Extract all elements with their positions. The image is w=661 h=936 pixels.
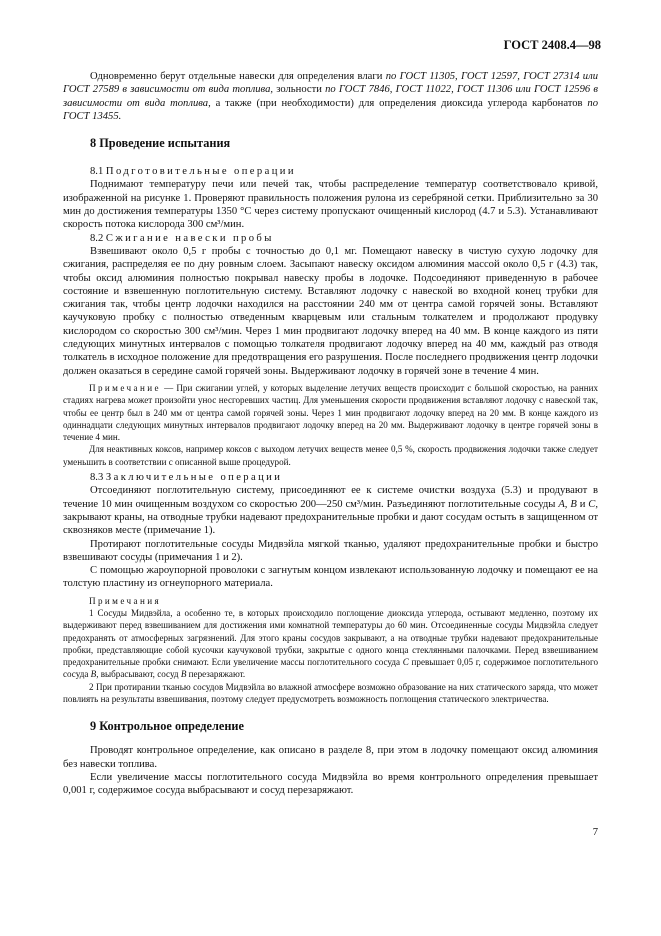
section-9-paragraph-1: Проводят контрольное определение, как описано в разделе 8, при этом в лодочку помещают оксид алюминия без навески топлива. — [63, 745, 598, 770]
section-9-heading: 9 Контрольное определение — [90, 719, 244, 734]
note-item-1-text-b: превышает 0,05 г, содержимое поглотительного сосуда — [63, 657, 598, 680]
subsection-8-3-paragraph-2: Протирают поглотительные сосуды Мидвэйла мягкой тканью, удаляют предохранительные пробки и быстро взвешивают сосуды (примечания 1 и 2). — [63, 538, 598, 563]
intro-text-c: зольности — [273, 84, 326, 96]
intro-paragraph — [63, 70, 598, 123]
notes-label — [63, 595, 598, 607]
s83-text-c: и — [576, 498, 589, 510]
s83-text-e: , закрывают краны, на отводные трубки надевают предохранительные пробки и дают сосудам остыть в защищенном от сквозняков месте (примечание 1). — [63, 498, 598, 537]
document-header: ГОСТ 2408.4—98 — [503, 38, 601, 52]
subsection-8-3-paragraph-1 — [63, 484, 598, 537]
s83-text-b: А, В — [558, 498, 577, 510]
section-8-heading: 8 Проведение испытания — [90, 136, 231, 151]
note-item-1 — [63, 607, 598, 681]
intro-text-f: по ГОСТ 13455. — [63, 97, 599, 122]
subsection-8-3-paragraph-3: С помощью жароупорной проволоки с загнутым концом извлекают использованную лодочку и помещают ее на толстую пластину из огнеупорного материала. — [63, 565, 598, 590]
note-text: — При сжигании углей, у которых выделение летучих веществ происходит с большой скоростью, на ранних стадиях нагрева может произойти унос несгоревших частиц. Для уменьшения скорости продвижения вставляют лодочку с навеской так, чтобы ее центр был в 240 мм от центра самой горячей зоны. Через 1 мин продвигают лодочку вперед на 20 мм. В конце каждого из одиннадцати следующих минутных интервалов продвигают лодочку вперед на 20 мм. Выдерживают лодочку в центре горячей зоны в течение 4 мин. — [63, 382, 598, 443]
s83-text-a: Отсоединяют поглотительную систему, присоединяют ее к системе очистки воздуха (5.3) и продувают в течение 10 мин очищенным воздухом со скоростью 200—250 см³/мин. Разъединяют поглотительные сосуды — [63, 485, 598, 510]
subsection-8-2-heading — [63, 232, 598, 245]
s83-text-d: С — [588, 498, 596, 510]
subsection-8-3-number: 8.3 — [90, 472, 104, 484]
note-item-1-text-a: 1 Сосуды Мидвэйла, а особенно те, в которых происходило поглощение диоксида углерода, остывают медленно, поэтому их выдерживают перед взвешиванием для достижения ими комнатной температуры до 60 мин. Отсоединенные сосуды Мидвэйла следует предохранять от атмосферных загрязнений. Для этого краны сосудов закрывают, а на отводные трубки надевают предохранительные пробки, представляющие собой кусочки каучуковой трубки, закрытые с одного конца стеклянными палочками. Перед взвешиванием предохранительные пробки снимают. Если увеличение массы поглотительного сосуда — [63, 607, 598, 668]
subsection-8-3-title: Заключительные операции — [105, 472, 283, 484]
intro-text-e: а также (при необходимости) для определения диоксида углерода карбонатов — [210, 97, 588, 109]
intro-text-d: по ГОСТ 7846, ГОСТ 11022, ГОСТ 11306 или ГОСТ 12596 в зависимости от вида топлива, — [63, 84, 598, 109]
note-item-2: 2 При протирании тканью сосудов Мидвэйла во влажной атмосфере возможно образование на них статического заряда, что может повлиять на результаты взвешивания, поэтому следует предусмотреть возможность поглощения статического электричества. — [63, 681, 598, 705]
note-item-1-vessel-b: В — [90, 669, 97, 680]
intro-text-a: Одновременно берут отдельные навески для определения влаги — [90, 71, 386, 82]
note-item-1-text-c: , выбрасывают, сосуд — [96, 669, 181, 680]
subsection-8-1-title: Подготовительные операции — [105, 166, 296, 178]
subsection-8-2-text: Взвешивают около 0,5 г пробы с точностью до 0,1 мг. Помещают навеску в чистую сухую лодочку для сжигания, распределяя ее по дну ровным слоем. Засыпают навеску оксидом алюминия массой около 0,5 г (4.3) так, чтобы оксид алюминия полностью покрывал навеску пробы в лодочке. Подсоединяют приведенную в рабочее состояние и взвешенную поглотительную систему. Вставляют лодочку с навеской во входной конец трубки для сжигания так, чтобы центр лодочки находился на расстоянии 240 мм от центра самой горячей зоны. Вставляют каучуковую пробку с полностью отведенным кварцевым или стальным толкателем и продолжают продувку кислородом со скоростью 300 см³/мин. Через 1 мин продвигают лодочку вперед на 40 мм. В конце каждого из пяти следующих минутных интервалов с помощью толкателя продвигают лодочку вперед на 40 мм, каждый раз отводя толкатель в исходное положение для предотвращения его разрушения. После последнего продвижения центр лодочки должен оказаться в середине самой горячей зоны. Выдерживают лодочку в горячей зоне в течение 4 мин. — [63, 245, 598, 377]
document-body — [63, 70, 598, 798]
page-number: 7 — [592, 827, 598, 838]
subsection-8-1-number: 8.1 — [90, 166, 104, 178]
note-paragraph — [63, 382, 598, 443]
note-item-1-vessel-b-2: В — [180, 669, 187, 680]
notes-label-text: Примечания — [89, 595, 162, 606]
note-item-1-vessel-c: С — [402, 657, 409, 668]
intro-text-b: по ГОСТ 11305, ГОСТ 12597, ГОСТ 27314 или ГОСТ 27589 в зависимости от вида топлива, — [63, 71, 598, 96]
subsection-8-3-heading — [63, 471, 598, 484]
subsection-8-2-title: Сжигание навески пробы — [105, 232, 274, 244]
note-paragraph-2: Для неактивных коксов, например коксов с выходом летучих веществ менее 0,5 %, скорость продвижения лодочки также следует уменьшить в соответствии с описанной выше процедурой. — [63, 444, 598, 467]
subsection-8-1-text: Поднимают температуру печи или печей так, чтобы распределение температур соответствовало кривой, изображенной на рисунке 1. Проверяют правильность положения рулона из серебряной сетки. Приблизительно за 30 мин до достижения температуры 1350 °С через систему пропускают очищенный кислород (4.7 и 5.3). Устанавливают скорость потока кислорода 300 см³/мин. — [63, 179, 598, 231]
note-label: Примечание — [89, 382, 161, 393]
section-9-paragraph-2: Если увеличение массы поглотительного сосуда Мидвэйла во время контрольного определения превышает 0,001 г, содержимое сосуда выбрасывают и сосуд перезаряжают. — [63, 771, 598, 797]
subsection-8-2-number: 8.2 — [90, 232, 104, 244]
note-item-1-text-d: перезаряжают. — [186, 669, 246, 680]
subsection-8-1-heading — [63, 165, 598, 178]
